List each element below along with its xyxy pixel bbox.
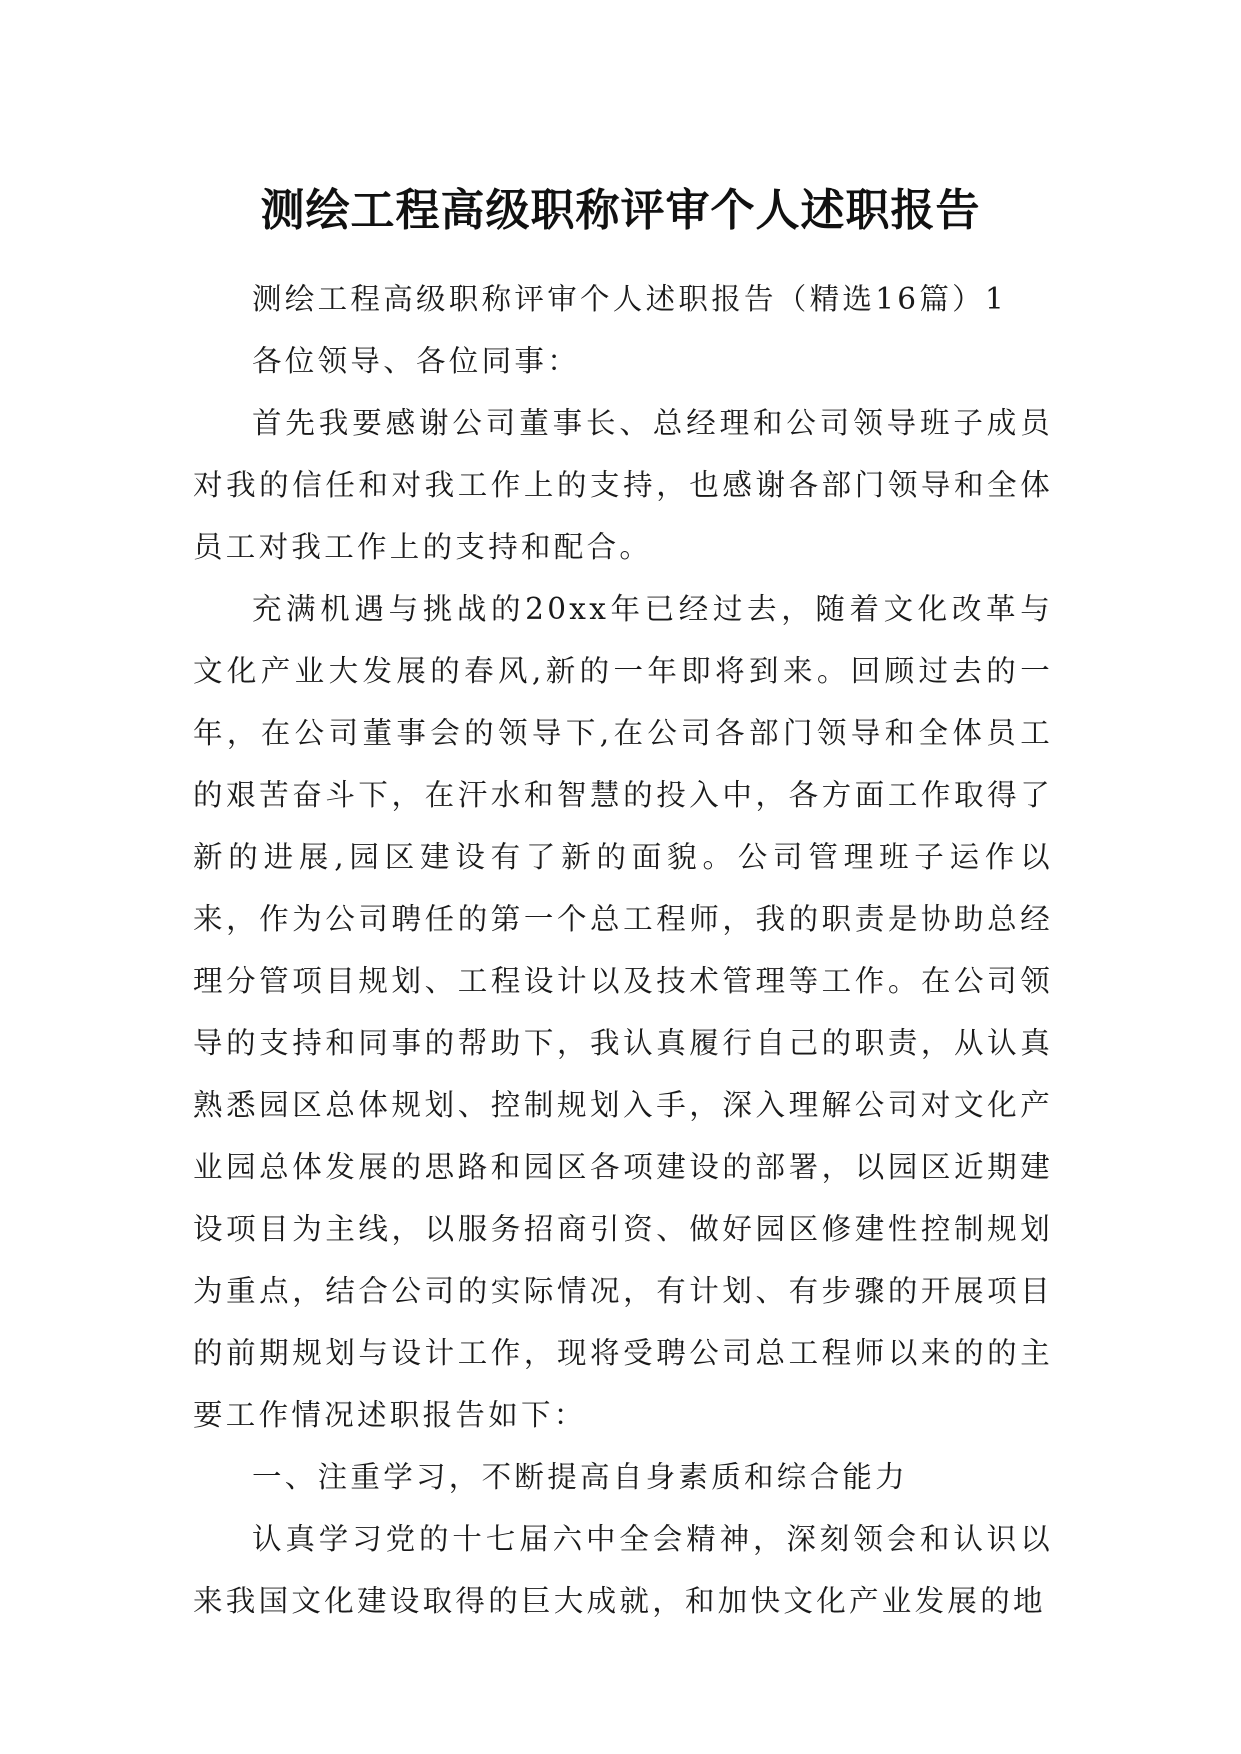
paragraph-subtitle: 测绘工程高级职称评审个人述职报告（精选16篇）1: [252, 282, 1008, 316]
section-heading-1: 一、注重学习，不断提高自身素质和综合能力: [252, 1460, 909, 1494]
document-title: 测绘工程高级职称评审个人述职报告: [260, 185, 981, 237]
paragraph-study: 认真学习党的十七届六中全会精神，深刻领会和认识以来我国文化建设取得的巨大成就，和加快文化产业发展的地: [193, 1522, 1053, 1618]
document-body: [193, 268, 1053, 1632]
paragraph-review: 充满机遇与挑战的20xx年已经过去，随着文化改革与文化产业大发展的春风,新的一年即将到来。回顾过去的一年，在公司董事会的领导下,在公司各部门领导和全体员工的艰苦奋斗下，在汗水和智慧的投入中，各方面工作取得了新的进展,园区建设有了新的面貌。公司管理班子运作以来，作为公司聘任的第一个总工程师，我的职责是协助总经理分管项目规划、工程设计以及技术管理等工作。在公司领导的支持和同事的帮助下，我认真履行自己的职责，从认真熟悉园区总体规划、控制规划入手，深入理解公司对文化产业园总体发展的思路和园区各项建设的部署，以园区近期建设项目为主线，以服务招商引资、做好园区修建性控制规划为重点，结合公司的实际情况，有计划、有步骤的开展项目的前期规划与设计工作，现将受聘公司总工程师以来的的主要工作情况述职报告如下：: [193, 592, 1053, 1432]
paragraph-salutation: 各位领导、各位同事：: [252, 344, 581, 378]
paragraph-thanks: 首先我要感谢公司董事长、总经理和公司领导班子成员对我的信任和对我工作上的支持，也感谢各部门领导和全体员工对我工作上的支持和配合。: [193, 406, 1053, 564]
